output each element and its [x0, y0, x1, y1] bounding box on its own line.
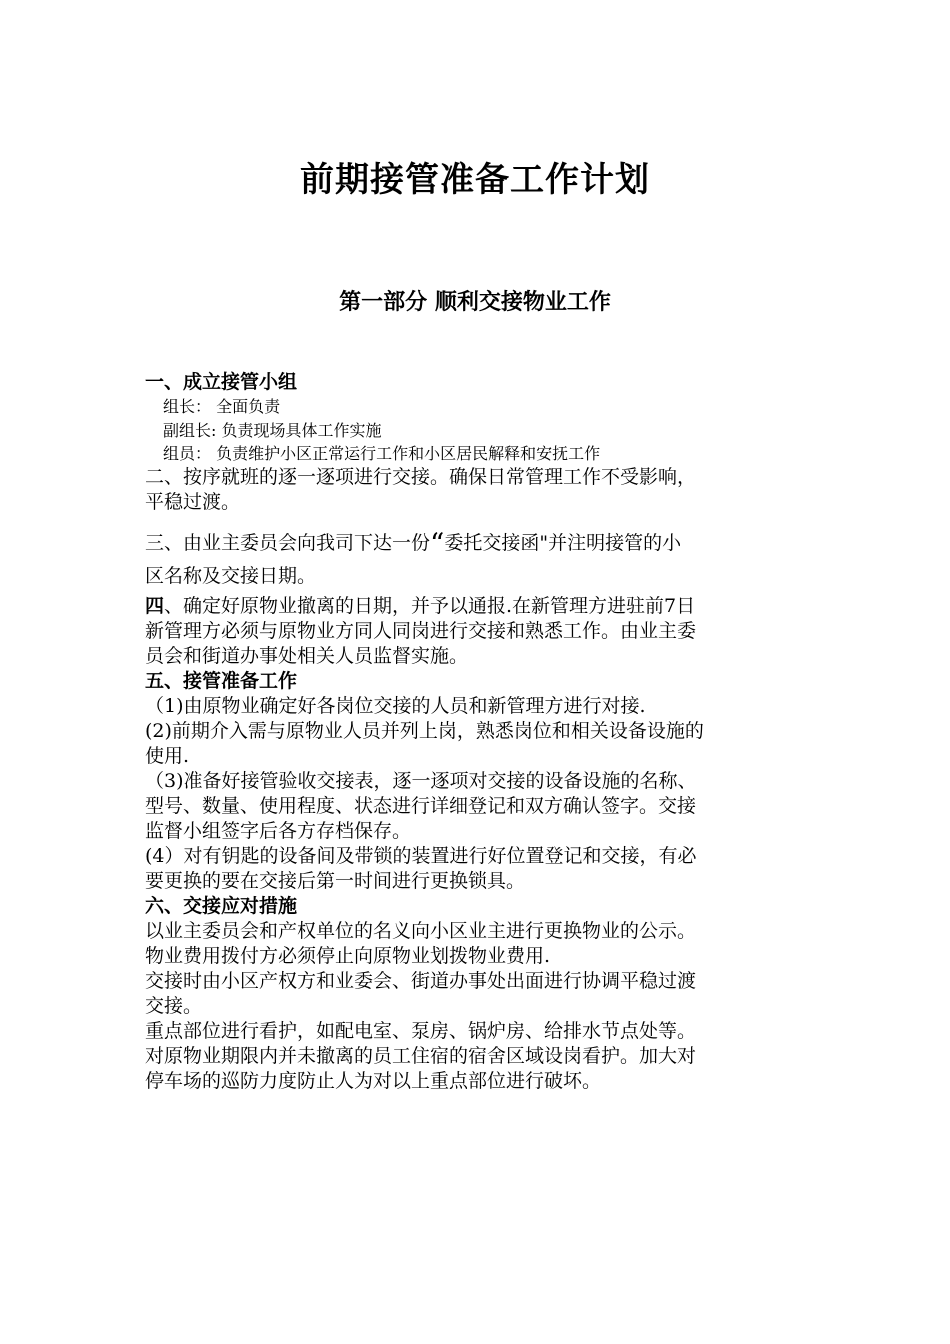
section5-line: 使用.	[145, 745, 190, 767]
part-heading: 第一部分 顺利交接物业工作	[339, 289, 611, 315]
section4-line	[145, 594, 810, 619]
section2-line: 平稳过渡。	[145, 491, 241, 513]
section1-heading: 一、成立接管小组	[145, 371, 298, 393]
section6-line: 物业费用拨付方必须停止向原物业划拨物业费用.	[145, 945, 551, 967]
section1-line-leader: 组长： 全面负责	[163, 397, 281, 416]
section5-line: 监督小组签字后各方存档保存。	[145, 820, 412, 842]
section4-line: 员会和街道办事处相关人员监督实施。	[145, 645, 469, 667]
section6-heading: 六、交接应对措施	[145, 895, 298, 917]
section1-line-members: 组员： 负责维护小区正常运行工作和小区居民解释和安抚工作	[163, 444, 601, 463]
document-title: 前期接管准备工作计划	[300, 160, 650, 200]
section6-line: 重点部位进行看护，如配电室、泵房、锅炉房、给排水节点处等。	[145, 1020, 697, 1042]
section3-line	[145, 525, 810, 562]
section6-line: 交接时由小区产权方和业委会、街道办事处出面进行协调平稳过渡	[145, 970, 697, 992]
document-body	[145, 370, 810, 1094]
section5-line: 型号、数量、使用程度、状态进行详细登记和双方确认签字。交接	[145, 795, 697, 817]
section6-line: 以业主委员会和产权单位的名义向小区业主进行更换物业的公示。	[145, 920, 697, 942]
section1-line-deputy: 副组长: 负责现场具体工作实施	[163, 421, 382, 440]
section3-text: 三、由业主委员会向我司下达一份	[145, 532, 431, 554]
section5-line: （3)准备好接管验收交接表，逐一逐项对交接的设备设施的名称、	[145, 770, 697, 792]
section5-line: (4）对有钥匙的设备间及带锁的装置进行好位置登记和交接，有必	[145, 845, 697, 867]
section6-line: 对原物业期限内并未撤离的员工住宿的宿舍区域设岗看护。加大对	[145, 1045, 697, 1067]
section6-line: 停车场的巡防力度防止人为对以上重点部位进行破坏。	[145, 1070, 602, 1092]
section5-line: （1)由原物业确定好各岗位交接的人员和新管理方进行对接.	[145, 695, 646, 717]
section4-lead: 四	[145, 595, 165, 617]
section5-line: (2)前期介入需与原物业人员并列上岗，熟悉岗位和相关设备设施的	[145, 720, 704, 742]
section5-line: 要更换的要在交接后第一时间进行更换锁具。	[145, 870, 526, 892]
section6-line: 交接。	[145, 995, 203, 1017]
section4-text: 、确定好原物业撤离的日期，并予以通报.在新管理方进驻前7日	[164, 595, 696, 617]
section5-heading: 五、接管准备工作	[145, 670, 298, 692]
section3-line: 区名称及交接日期。	[145, 565, 317, 587]
section4-line: 新管理方必须与原物业方同人同岗进行交接和熟悉工作。由业主委	[145, 620, 697, 642]
section2-line: 二、按序就班的逐一逐项进行交接。确保日常管理工作不受影响，	[145, 466, 697, 488]
quote-mark: “	[430, 527, 445, 560]
section3-text: 委托交接函"并注明接管的小	[444, 532, 682, 554]
